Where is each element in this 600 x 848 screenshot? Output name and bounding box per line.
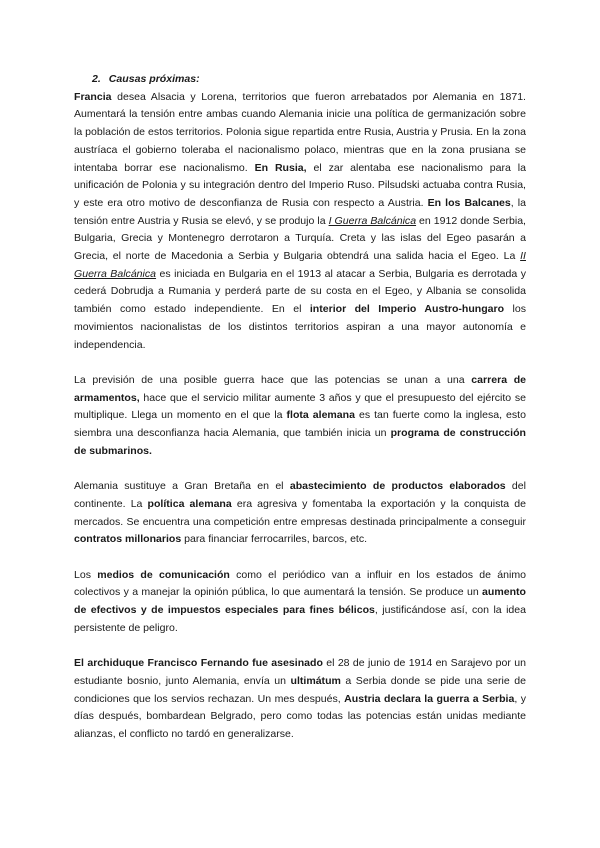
bold-phrase: Francia [74,90,112,103]
underlined-phrase: I Guerra Balcánica [328,214,417,227]
text-run: , justificándose así, con la idea persistente de peligro. [74,604,527,634]
bold-phrase: Austria declara la guerra a Serbia [344,692,515,705]
bold-phrase: carrera de armamentos, [74,373,527,404]
paragraph-economy [74,478,526,549]
text-run: hace que el servicio militar aumente 3 años y que el presupuesto del ejército se multiplique. Llega un momento en el que la [74,391,526,422]
text-run: Los [74,568,98,581]
underlined-phrase: II Guerra Balcánica [74,250,526,280]
bold-phrase: medios de comunicación [97,568,230,581]
paragraph-causes-nationalism [74,89,526,355]
text-run: como el periódico van a influir en los estados de ánimo colectivos y a manejar la opinión pública, lo que aumentará la tensión. Se produce un [74,568,526,599]
text-run: a Serbia donde se pide una serie de condiciones que los servios rechazan. Un mes después, [74,674,526,705]
paragraph-media [74,567,526,638]
body-text [74,89,526,744]
paragraph-arms-race [74,372,526,461]
bold-phrase: política alemana [147,497,232,510]
text-run: el zar alentaba ese nacionalismo para la unificación de Polonia y su integración dentro del Imperio Ruso. Pilsudski actuaba contra Rusia, y este era otro motivo de desconfianza de Rusia con respecto a Austria. [74,161,527,209]
text-run: del continente. La [74,480,526,510]
bold-phrase: flota alemana [286,409,355,422]
text-run: en 1912 donde Serbia, Bulgaria, Grecia y Montenegro derrotaron a Turquía. Creta y las islas del Egeo pasarán a Grecia, el norte de Macedonia a Serbia y Bulgaria obtendrá una salida hacia el Egeo. La [74,214,526,263]
text-run: , la tensión entre Austria y Rusia se elevó, y se produjo la [74,196,526,227]
bold-phrase: En Rusia, [254,161,307,174]
text-run: La previsión de una posible guerra hace que las potencias se unan a una [74,373,472,386]
section-title: Causas próximas: [108,73,200,85]
text-run: para financiar ferrocarriles, barcos, etc. [181,533,368,546]
section-number: 2. [92,73,101,85]
text-run: es iniciada en Bulgaria en el 1913 al atacar a Serbia, Bulgaria es derrotada y cederá Dobrudja a Rumania y perderá parte de su costa en el Egeo, y Albania se consolida también como estado independiente. En el [74,267,526,316]
text-run: es tan fuerte como la inglesa, esto siembra una desconfianza hacia Alemania, que también inicia un [74,409,526,440]
section-heading [92,71,526,89]
bold-phrase: programa de construcción de submarinos. [74,427,526,457]
text-run: , y días después, bombardean Belgrado, pero como todas las potencias están unidas mediante alianzas, el conflicto no tardó en generalizarse. [74,692,526,740]
text-run: desea Alsacia y Lorena, territorios que fueron arrebatados por Alemania en 1871. Aumentará la tensión entre ambas cuando Alemania inicie una política de germanización sobre la población de estos territorios. Polonia sigue repartida entre Rusia, Austria y Prusia. En la zona austríaca el gobierno toleraba el nacionalismo polaco, mientras que en la zona prusiana se intentaba borrar ese nacionalismo. [74,90,526,174]
text-run: era agresiva y fomentaba la exportación y la conquista de mercados. Se encuentra una competición entre empresas destinada principalmente a conseguir [74,497,526,528]
bold-phrase: contratos millonarios [74,533,182,546]
bold-phrase: En los Balcanes [427,196,511,209]
text-run: Alemania sustituye a Gran Bretaña en el [74,480,290,493]
bold-phrase: abastecimiento de productos elaborados [289,480,506,493]
bold-phrase: ultimátum [290,674,341,687]
paragraph-assassination [74,655,526,744]
bold-phrase: aumento de efectivos y de impuestos especiales para fines bélicos [74,586,526,617]
text-run: los movimientos nacionalistas de los distintos territorios aspiran a una mayor autonomía e independencia. [74,303,527,351]
bold-phrase: El archiduque Francisco Fernando fue asesinado [74,657,323,670]
text-run: el 28 de junio de 1914 en Sarajevo por un estudiante bosnio, junto Alemania, envía un [74,657,526,687]
bold-phrase: interior del Imperio Austro-hungaro [309,303,505,316]
